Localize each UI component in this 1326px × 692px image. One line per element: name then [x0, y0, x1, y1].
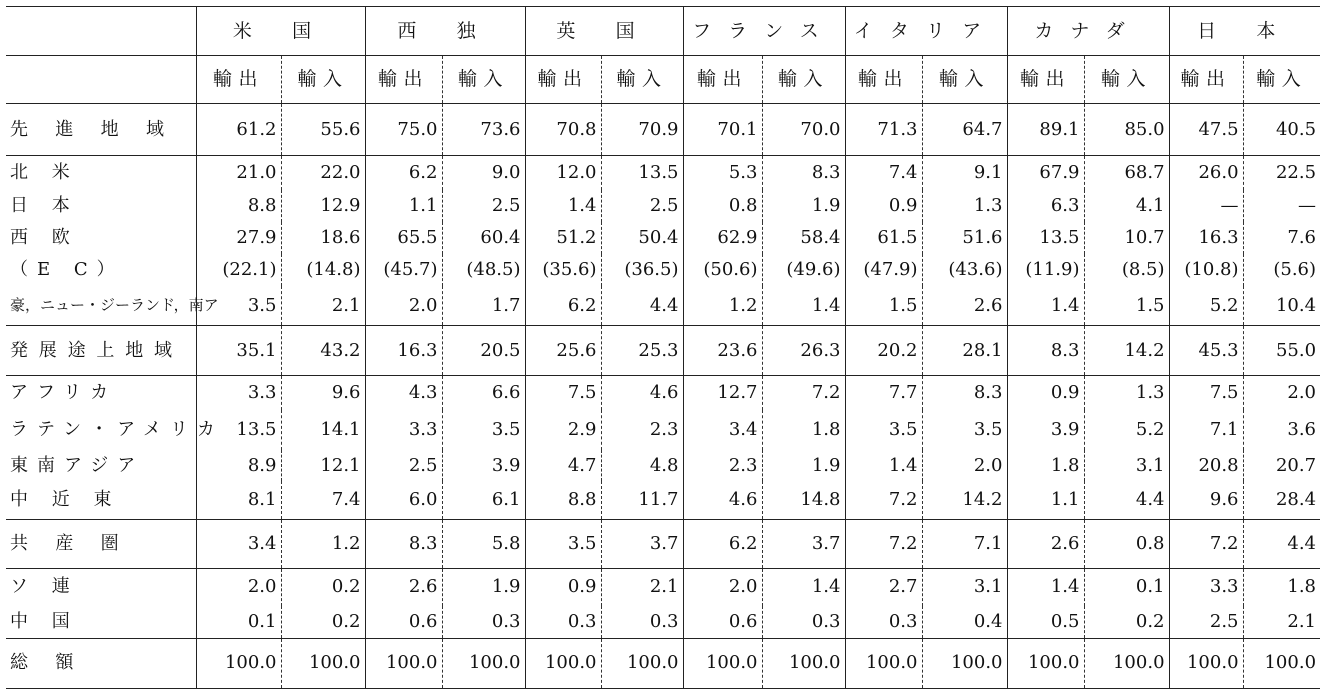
import-value: 1.7 — [442, 286, 525, 326]
import-value: 18.6 — [281, 222, 365, 254]
export-value: 100.0 — [525, 638, 601, 688]
import-value: 0.2 — [281, 606, 365, 638]
export-value: 0.9 — [525, 568, 601, 606]
table-row — [6, 410, 1320, 450]
table-row — [6, 638, 1320, 688]
import-value: 70.0 — [762, 104, 845, 156]
import-value: (48.5) — [442, 254, 525, 286]
export-value: 3.3 — [1169, 568, 1243, 606]
export-value: 6.3 — [1007, 190, 1084, 222]
import-value: 7.1 — [922, 519, 1007, 568]
export-value: 16.3 — [365, 326, 442, 376]
import-value: 7.2 — [762, 376, 845, 410]
export-value: 20.2 — [845, 326, 922, 376]
export-value: 8.1 — [196, 481, 281, 519]
row-label: 共 産 圏 — [6, 519, 196, 568]
import-value: 60.4 — [442, 222, 525, 254]
export-value: 25.6 — [525, 326, 601, 376]
export-value: 70.1 — [683, 104, 762, 156]
import-value: 3.7 — [762, 519, 845, 568]
import-value: 3.1 — [1084, 450, 1169, 481]
export-value: 8.8 — [196, 190, 281, 222]
country-header: 英 国 — [525, 7, 683, 56]
import-value: 1.9 — [762, 450, 845, 481]
export-value: 3.3 — [365, 410, 442, 450]
header-country-row — [6, 7, 1320, 56]
import-value: 0.3 — [762, 606, 845, 638]
export-value: 4.6 — [683, 481, 762, 519]
export-value: 75.0 — [365, 104, 442, 156]
table-row — [6, 481, 1320, 519]
import-value: 0.2 — [281, 568, 365, 606]
import-value: 3.5 — [442, 410, 525, 450]
export-value: 0.6 — [683, 606, 762, 638]
export-value: 2.0 — [196, 568, 281, 606]
import-value: 2.3 — [601, 410, 683, 450]
export-value: 6.2 — [683, 519, 762, 568]
export-value: (10.8) — [1169, 254, 1243, 286]
import-value: (43.6) — [922, 254, 1007, 286]
export-value: 2.3 — [683, 450, 762, 481]
header-flow-row — [6, 56, 1320, 104]
export-value: 16.3 — [1169, 222, 1243, 254]
export-value: 100.0 — [1169, 638, 1243, 688]
export-value: 13.5 — [1007, 222, 1084, 254]
table-row — [6, 450, 1320, 481]
import-value: 10.4 — [1243, 286, 1320, 326]
import-value: 85.0 — [1084, 104, 1169, 156]
export-value: 0.1 — [196, 606, 281, 638]
import-value: 55.6 — [281, 104, 365, 156]
import-value: 28.1 — [922, 326, 1007, 376]
row-label: 総 額 — [6, 638, 196, 688]
export-value: (45.7) — [365, 254, 442, 286]
import-value: 100.0 — [762, 638, 845, 688]
export-value: 71.3 — [845, 104, 922, 156]
import-value: 0.3 — [601, 606, 683, 638]
table-row — [6, 222, 1320, 254]
export-value: 2.9 — [525, 410, 601, 450]
export-value: 0.3 — [525, 606, 601, 638]
export-value: 2.0 — [683, 568, 762, 606]
import-value: 3.1 — [922, 568, 1007, 606]
import-value: 26.3 — [762, 326, 845, 376]
export-value: 3.5 — [845, 410, 922, 450]
export-header: 輸出 — [1007, 56, 1084, 104]
import-value: 6.6 — [442, 376, 525, 410]
import-value: 9.1 — [922, 156, 1007, 190]
export-value: 100.0 — [683, 638, 762, 688]
import-value: 0.1 — [1084, 568, 1169, 606]
import-value: 4.4 — [1084, 481, 1169, 519]
import-value: 12.9 — [281, 190, 365, 222]
export-value: 65.5 — [365, 222, 442, 254]
table-row — [6, 519, 1320, 568]
export-value: 5.2 — [1169, 286, 1243, 326]
import-value: 6.1 — [442, 481, 525, 519]
import-value: 9.0 — [442, 156, 525, 190]
import-value: 20.7 — [1243, 450, 1320, 481]
export-value: 67.9 — [1007, 156, 1084, 190]
import-value: 11.7 — [601, 481, 683, 519]
import-value: — — [1243, 190, 1320, 222]
import-value: 13.5 — [601, 156, 683, 190]
import-value: 40.5 — [1243, 104, 1320, 156]
import-value: (14.8) — [281, 254, 365, 286]
import-value: 100.0 — [442, 638, 525, 688]
export-value: 20.8 — [1169, 450, 1243, 481]
import-value: 100.0 — [922, 638, 1007, 688]
import-value: 73.6 — [442, 104, 525, 156]
export-value: 100.0 — [365, 638, 442, 688]
import-header: 輸入 — [922, 56, 1007, 104]
import-value: 2.5 — [601, 190, 683, 222]
import-value: 4.1 — [1084, 190, 1169, 222]
import-value: 64.7 — [922, 104, 1007, 156]
export-value: 35.1 — [196, 326, 281, 376]
export-value: 2.6 — [365, 568, 442, 606]
import-value: 10.7 — [1084, 222, 1169, 254]
import-value: 9.6 — [281, 376, 365, 410]
row-label: 先 進 地 域 — [6, 104, 196, 156]
import-value: 3.9 — [442, 450, 525, 481]
export-header: 輸出 — [365, 56, 442, 104]
country-header: 米 国 — [196, 7, 365, 56]
import-header: 輸入 — [281, 56, 365, 104]
export-value: 26.0 — [1169, 156, 1243, 190]
export-value: 3.4 — [683, 410, 762, 450]
import-value: 51.6 — [922, 222, 1007, 254]
export-value: 8.3 — [1007, 326, 1084, 376]
country-header: 西 独 — [365, 7, 525, 56]
export-value: 7.2 — [1169, 519, 1243, 568]
table-row — [6, 326, 1320, 376]
row-label: 東南アジア — [10, 454, 145, 476]
export-value: 7.2 — [845, 481, 922, 519]
export-value: 2.5 — [365, 450, 442, 481]
import-value: 25.3 — [601, 326, 683, 376]
export-value: (11.9) — [1007, 254, 1084, 286]
export-value: 21.0 — [196, 156, 281, 190]
export-value: 1.4 — [1007, 568, 1084, 606]
import-header: 輸入 — [601, 56, 683, 104]
import-header: 輸入 — [1243, 56, 1320, 104]
import-value: 2.1 — [1243, 606, 1320, 638]
export-value: 61.5 — [845, 222, 922, 254]
import-value: 50.4 — [601, 222, 683, 254]
import-value: 0.3 — [442, 606, 525, 638]
export-value: 89.1 — [1007, 104, 1084, 156]
import-value: 20.5 — [442, 326, 525, 376]
import-value: 70.9 — [601, 104, 683, 156]
import-value: 2.1 — [281, 286, 365, 326]
table-row — [6, 606, 1320, 638]
country-header: フランス — [683, 7, 845, 56]
export-value: 3.5 — [196, 286, 281, 326]
import-value: 7.4 — [281, 481, 365, 519]
country-header: イタリア — [845, 7, 1007, 56]
export-value: 9.6 — [1169, 481, 1243, 519]
import-value: 8.3 — [762, 156, 845, 190]
table-row — [6, 104, 1320, 156]
export-value: 0.3 — [845, 606, 922, 638]
row-label: アフリカ — [6, 376, 196, 410]
import-value: 100.0 — [281, 638, 365, 688]
export-value: 7.5 — [525, 376, 601, 410]
import-value: 2.1 — [601, 568, 683, 606]
export-value: 0.6 — [365, 606, 442, 638]
import-value: 2.0 — [922, 450, 1007, 481]
export-value: 100.0 — [845, 638, 922, 688]
import-value: 3.6 — [1243, 410, 1320, 450]
import-value: (8.5) — [1084, 254, 1169, 286]
import-value: 100.0 — [601, 638, 683, 688]
import-value: 1.8 — [1243, 568, 1320, 606]
export-value: 7.4 — [845, 156, 922, 190]
table-row — [6, 254, 1320, 286]
import-value: 1.3 — [922, 190, 1007, 222]
export-value: 3.9 — [1007, 410, 1084, 450]
export-value: 100.0 — [196, 638, 281, 688]
table-row — [6, 376, 1320, 410]
row-label: 中 近 東 — [10, 488, 121, 510]
import-value: 2.6 — [922, 286, 1007, 326]
import-value: 22.0 — [281, 156, 365, 190]
export-header: 輸出 — [683, 56, 762, 104]
export-value: 2.7 — [845, 568, 922, 606]
import-value: 4.8 — [601, 450, 683, 481]
import-value: 1.8 — [762, 410, 845, 450]
export-value: 45.3 — [1169, 326, 1243, 376]
export-value: 6.2 — [525, 286, 601, 326]
export-value: 47.5 — [1169, 104, 1243, 156]
export-value: (35.6) — [525, 254, 601, 286]
table-row — [6, 286, 1320, 326]
export-value: 6.0 — [365, 481, 442, 519]
import-value: 5.8 — [442, 519, 525, 568]
row-label: ソ 連 — [6, 568, 196, 606]
export-value: 7.7 — [845, 376, 922, 410]
import-value: 28.4 — [1243, 481, 1320, 519]
import-value: 0.8 — [1084, 519, 1169, 568]
import-value: 22.5 — [1243, 156, 1320, 190]
export-value: 3.4 — [196, 519, 281, 568]
import-value: 68.7 — [1084, 156, 1169, 190]
import-value: (49.6) — [762, 254, 845, 286]
export-value: 1.5 — [845, 286, 922, 326]
export-value: 1.8 — [1007, 450, 1084, 481]
import-value: 4.4 — [601, 286, 683, 326]
export-value: 100.0 — [1007, 638, 1084, 688]
table-row — [6, 156, 1320, 190]
export-value: 12.0 — [525, 156, 601, 190]
import-value: 1.3 — [1084, 376, 1169, 410]
export-value: 0.9 — [1007, 376, 1084, 410]
corner-cell — [6, 56, 196, 104]
export-value: 70.8 — [525, 104, 601, 156]
export-value: 61.2 — [196, 104, 281, 156]
export-value: 0.8 — [683, 190, 762, 222]
export-value: 8.3 — [365, 519, 442, 568]
row-label: 日 本 — [10, 194, 79, 216]
export-value: (50.6) — [683, 254, 762, 286]
export-value: 2.0 — [365, 286, 442, 326]
export-value: 51.2 — [525, 222, 601, 254]
import-value: 8.3 — [922, 376, 1007, 410]
import-value: 5.2 — [1084, 410, 1169, 450]
import-value: 100.0 — [1084, 638, 1169, 688]
import-value: 4.6 — [601, 376, 683, 410]
export-header: 輸出 — [196, 56, 281, 104]
export-value: 12.7 — [683, 376, 762, 410]
import-value: (36.5) — [601, 254, 683, 286]
import-value: 2.0 — [1243, 376, 1320, 410]
export-header: 輸出 — [845, 56, 922, 104]
row-label: 西 欧 — [10, 226, 79, 248]
import-value: 1.9 — [762, 190, 845, 222]
export-value: 5.3 — [683, 156, 762, 190]
export-value: 3.3 — [196, 376, 281, 410]
import-value: 1.5 — [1084, 286, 1169, 326]
export-value: 4.3 — [365, 376, 442, 410]
export-value: (22.1) — [196, 254, 281, 286]
export-value: 27.9 — [196, 222, 281, 254]
row-label: 発展途上地域 — [6, 326, 196, 376]
row-label: （E C） — [10, 258, 124, 280]
export-value: 1.1 — [1007, 481, 1084, 519]
trade-share-table — [6, 6, 1320, 689]
export-value: 0.5 — [1007, 606, 1084, 638]
export-value: 6.2 — [365, 156, 442, 190]
export-value: 1.4 — [1007, 286, 1084, 326]
export-value: 62.9 — [683, 222, 762, 254]
import-value: 1.4 — [762, 286, 845, 326]
export-value: 7.2 — [845, 519, 922, 568]
export-value: 2.5 — [1169, 606, 1243, 638]
export-value: 1.2 — [683, 286, 762, 326]
import-header: 輸入 — [762, 56, 845, 104]
export-value: 3.5 — [525, 519, 601, 568]
export-header: 輸出 — [525, 56, 601, 104]
import-value: 0.2 — [1084, 606, 1169, 638]
export-value: 7.1 — [1169, 410, 1243, 450]
export-header: 輸出 — [1169, 56, 1243, 104]
row-label: 豪，ニュー・ジーランド，南ア — [10, 296, 219, 315]
import-value: 55.0 — [1243, 326, 1320, 376]
import-header: 輸入 — [1084, 56, 1169, 104]
export-value: 23.6 — [683, 326, 762, 376]
row-label: ラテン・アメリカ — [10, 419, 224, 441]
export-value: 1.1 — [365, 190, 442, 222]
country-header: カナダ — [1007, 7, 1169, 56]
export-value: 1.4 — [845, 450, 922, 481]
export-value: 8.8 — [525, 481, 601, 519]
import-header: 輸入 — [442, 56, 525, 104]
export-value: 2.6 — [1007, 519, 1084, 568]
row-label: 中 国 — [10, 611, 79, 633]
import-value: (5.6) — [1243, 254, 1320, 286]
import-value: 3.7 — [601, 519, 683, 568]
import-value: 1.2 — [281, 519, 365, 568]
export-value: 4.7 — [525, 450, 601, 481]
import-value: 3.5 — [922, 410, 1007, 450]
import-value: 14.8 — [762, 481, 845, 519]
export-value: (47.9) — [845, 254, 922, 286]
import-value: 1.9 — [442, 568, 525, 606]
corner-cell — [6, 7, 196, 56]
export-value: — — [1169, 190, 1243, 222]
import-value: 58.4 — [762, 222, 845, 254]
import-value: 1.4 — [762, 568, 845, 606]
import-value: 0.4 — [922, 606, 1007, 638]
table-row — [6, 190, 1320, 222]
row-label: 北 米 — [6, 156, 196, 190]
import-value: 14.2 — [1084, 326, 1169, 376]
import-value: 4.4 — [1243, 519, 1320, 568]
export-value: 13.5 — [196, 410, 281, 450]
export-value: 7.5 — [1169, 376, 1243, 410]
import-value: 14.1 — [281, 410, 365, 450]
export-value: 0.9 — [845, 190, 922, 222]
table-row — [6, 568, 1320, 606]
export-value: 1.4 — [525, 190, 601, 222]
export-value: 8.9 — [196, 450, 281, 481]
import-value: 14.2 — [922, 481, 1007, 519]
country-header: 日 本 — [1169, 7, 1320, 56]
import-value: 100.0 — [1243, 638, 1320, 688]
import-value: 12.1 — [281, 450, 365, 481]
import-value: 2.5 — [442, 190, 525, 222]
import-value: 43.2 — [281, 326, 365, 376]
import-value: 7.6 — [1243, 222, 1320, 254]
